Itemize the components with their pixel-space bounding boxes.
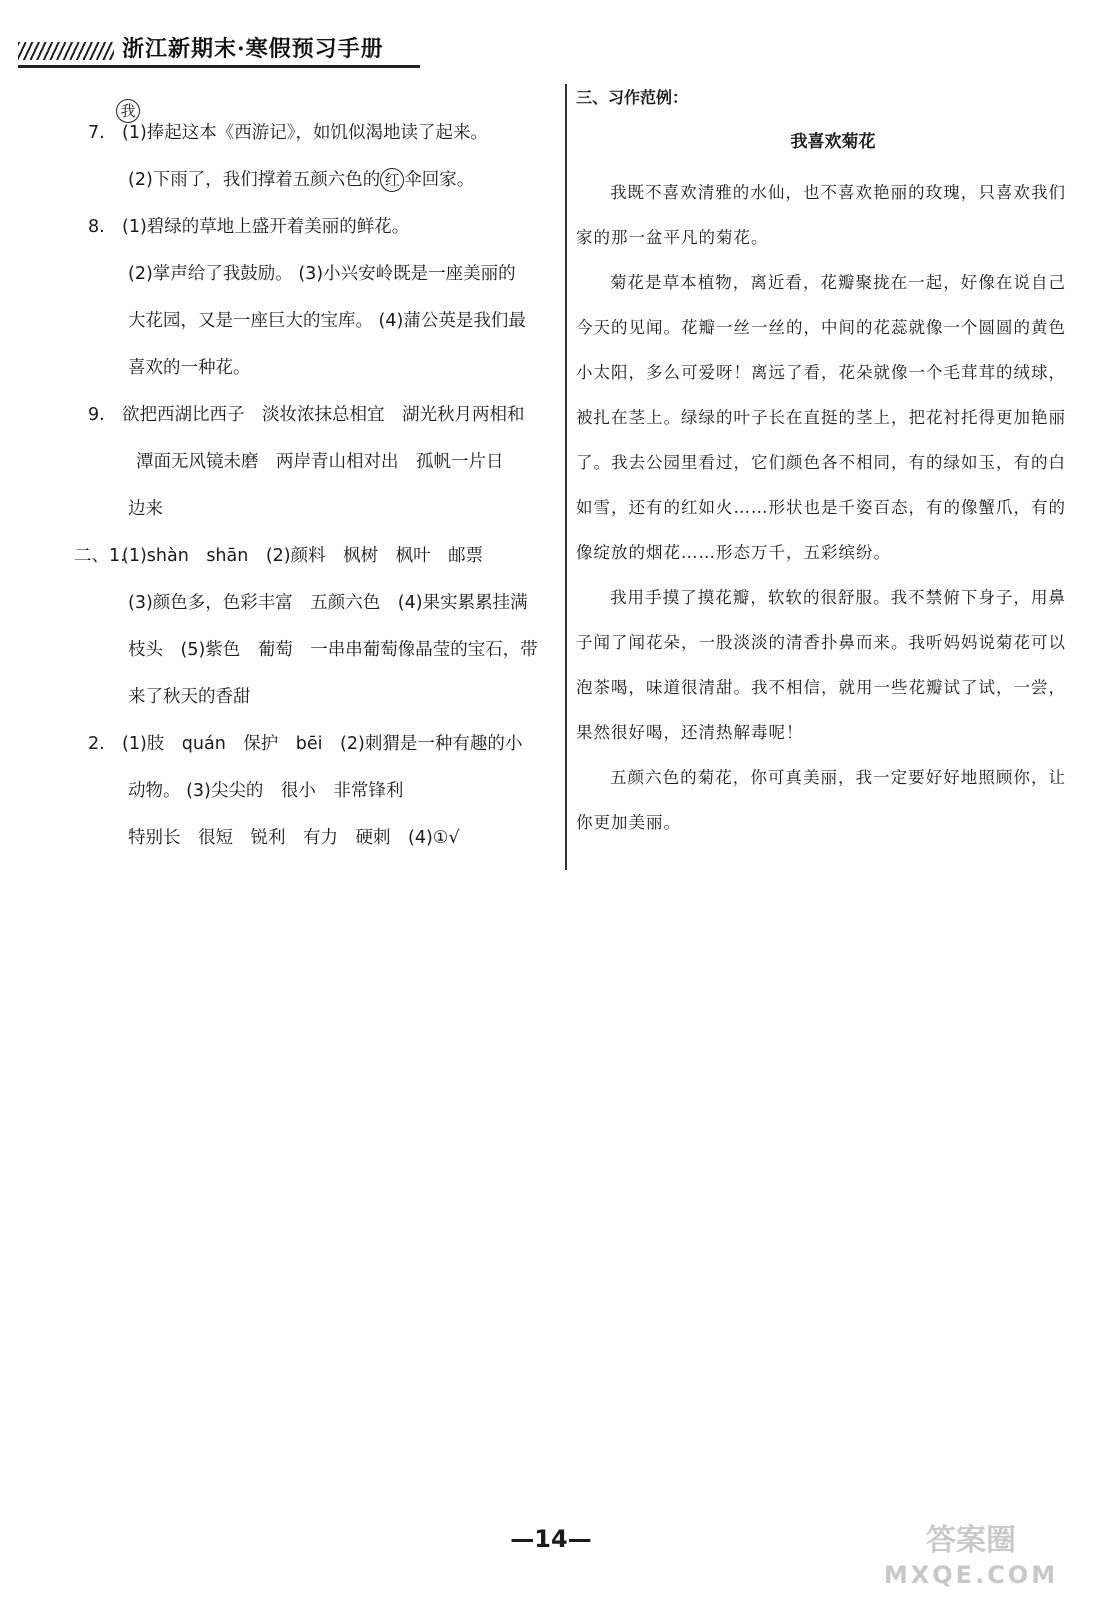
part2-q1-line: 枝头 (5)紫色 葡萄 一串串葡萄像晶莹的宝石，带 bbox=[128, 640, 538, 660]
part2-q1-text: (1)shàn shān (2)颜料 枫树 枫叶 邮票 bbox=[122, 546, 484, 566]
section-heading: 三、习作范例： bbox=[576, 88, 689, 107]
watermark-top: 答案圈 bbox=[926, 1523, 1016, 1558]
q7-line1-text: (1)捧起这本《西游记》，如饥似渴地读了起来。 bbox=[122, 123, 489, 143]
inserted-char: 我 bbox=[116, 99, 140, 123]
q9-number: 9. bbox=[88, 405, 105, 425]
part2-q2-line: 动物。 (3)尖尖的 很小 非常锋利 bbox=[128, 781, 404, 801]
answers-column bbox=[74, 102, 558, 862]
essay-column bbox=[576, 84, 1066, 845]
q7-line2 bbox=[88, 157, 558, 204]
page-header bbox=[0, 28, 420, 72]
q8-line bbox=[88, 204, 558, 251]
q7-line2-pre: (2)下雨了，我们撑着五颜六色的 bbox=[128, 170, 381, 190]
q9-line bbox=[88, 392, 558, 439]
q8-line: 喜欢的一种花。 bbox=[128, 358, 251, 378]
header-decoration bbox=[18, 42, 114, 60]
q9-line: 潭面无风镜未磨 两岸青山相对出 孤帆一片日 bbox=[136, 452, 504, 472]
part2-label: 二、1. bbox=[74, 546, 126, 566]
part2-q1-line: (3)颜色多，色彩丰富 五颜六色 (4)果实累累挂满 bbox=[128, 593, 528, 613]
q9-line: 边来 bbox=[128, 499, 163, 519]
part2-q2-text: (1)肢 quán 保护 bēi (2)刺猬是一种有趣的小 bbox=[122, 734, 523, 754]
q7-line2-post: 伞回家。 bbox=[404, 170, 475, 190]
essay-paragraph: 五颜六色的菊花，你可真美丽，我一定要好好地照顾你，让你更加美丽。 bbox=[576, 768, 1066, 832]
q7-line1 bbox=[88, 102, 558, 157]
part2-q2-number: 2. bbox=[88, 734, 105, 754]
q8-text: (1)碧绿的草地上盛开着美丽的鲜花。 bbox=[122, 217, 410, 237]
part2-q2-line: 特别长 很短 锐利 有力 硬刺 (4)①√ bbox=[128, 828, 460, 848]
watermark-logo bbox=[876, 1524, 1066, 1594]
q7-number: 7. bbox=[88, 123, 105, 143]
essay-paragraph: 菊花是草本植物，离近看，花瓣聚拢在一起，好像在说自己今天的见闻。花瓣一丝一丝的，中间的花蕊就像一个圆圆的黄色小太阳，多么可爱呀！离远了看，花朵就像一个毛茸茸的绒球，被扎在茎上。绿绿的叶子长在直挺的茎上，把花衬托得更加艳丽了。我去公园里看过，它们颜色各不相同，有的绿如玉，有的白如雪，还有的红如火……形状也是千姿百态，有的像蟹爪，有的像绽放的烟花……形态万千，五彩缤纷。 bbox=[576, 273, 1066, 562]
essay-title: 我喜欢菊花 bbox=[790, 132, 876, 152]
essay-paragraph: 我用手摸了摸花瓣，软软的很舒服。我不禁俯下身子，用鼻子闻了闻花朵，一股淡淡的清香扑鼻而来。我听妈妈说菊花可以泡茶喝，味道很清甜。我不相信，就用一些花瓣试了试，一尝，果然很好喝，还清热解毒呢！ bbox=[576, 588, 1066, 742]
header-rule bbox=[18, 65, 420, 68]
column-divider bbox=[565, 84, 567, 870]
part2-q1-line bbox=[74, 533, 558, 580]
part2-q2-line bbox=[88, 721, 558, 768]
q9-text: 欲把西湖比西子 淡妆浓抹总相宜 湖光秋月两相和 bbox=[122, 405, 525, 425]
essay-paragraph: 我既不喜欢清雅的水仙，也不喜欢艳丽的玫瑰，只喜欢我们家的那一盆平凡的菊花。 bbox=[576, 183, 1066, 247]
part2-q1-line: 来了秋天的香甜 bbox=[128, 687, 251, 707]
page-number: —14— bbox=[510, 1525, 592, 1553]
q8-number: 8. bbox=[88, 217, 105, 237]
circled-char: 红 bbox=[380, 168, 404, 192]
watermark-bottom: MXQE.COM bbox=[883, 1561, 1059, 1589]
q8-line: (2)掌声给了我鼓励。 (3)小兴安岭既是一座美丽的 bbox=[128, 264, 516, 284]
book-title: 浙江新期末·寒假预习手册 bbox=[122, 36, 384, 62]
q8-line: 大花园，又是一座巨大的宝库。 (4)蒲公英是我们最 bbox=[128, 311, 526, 331]
